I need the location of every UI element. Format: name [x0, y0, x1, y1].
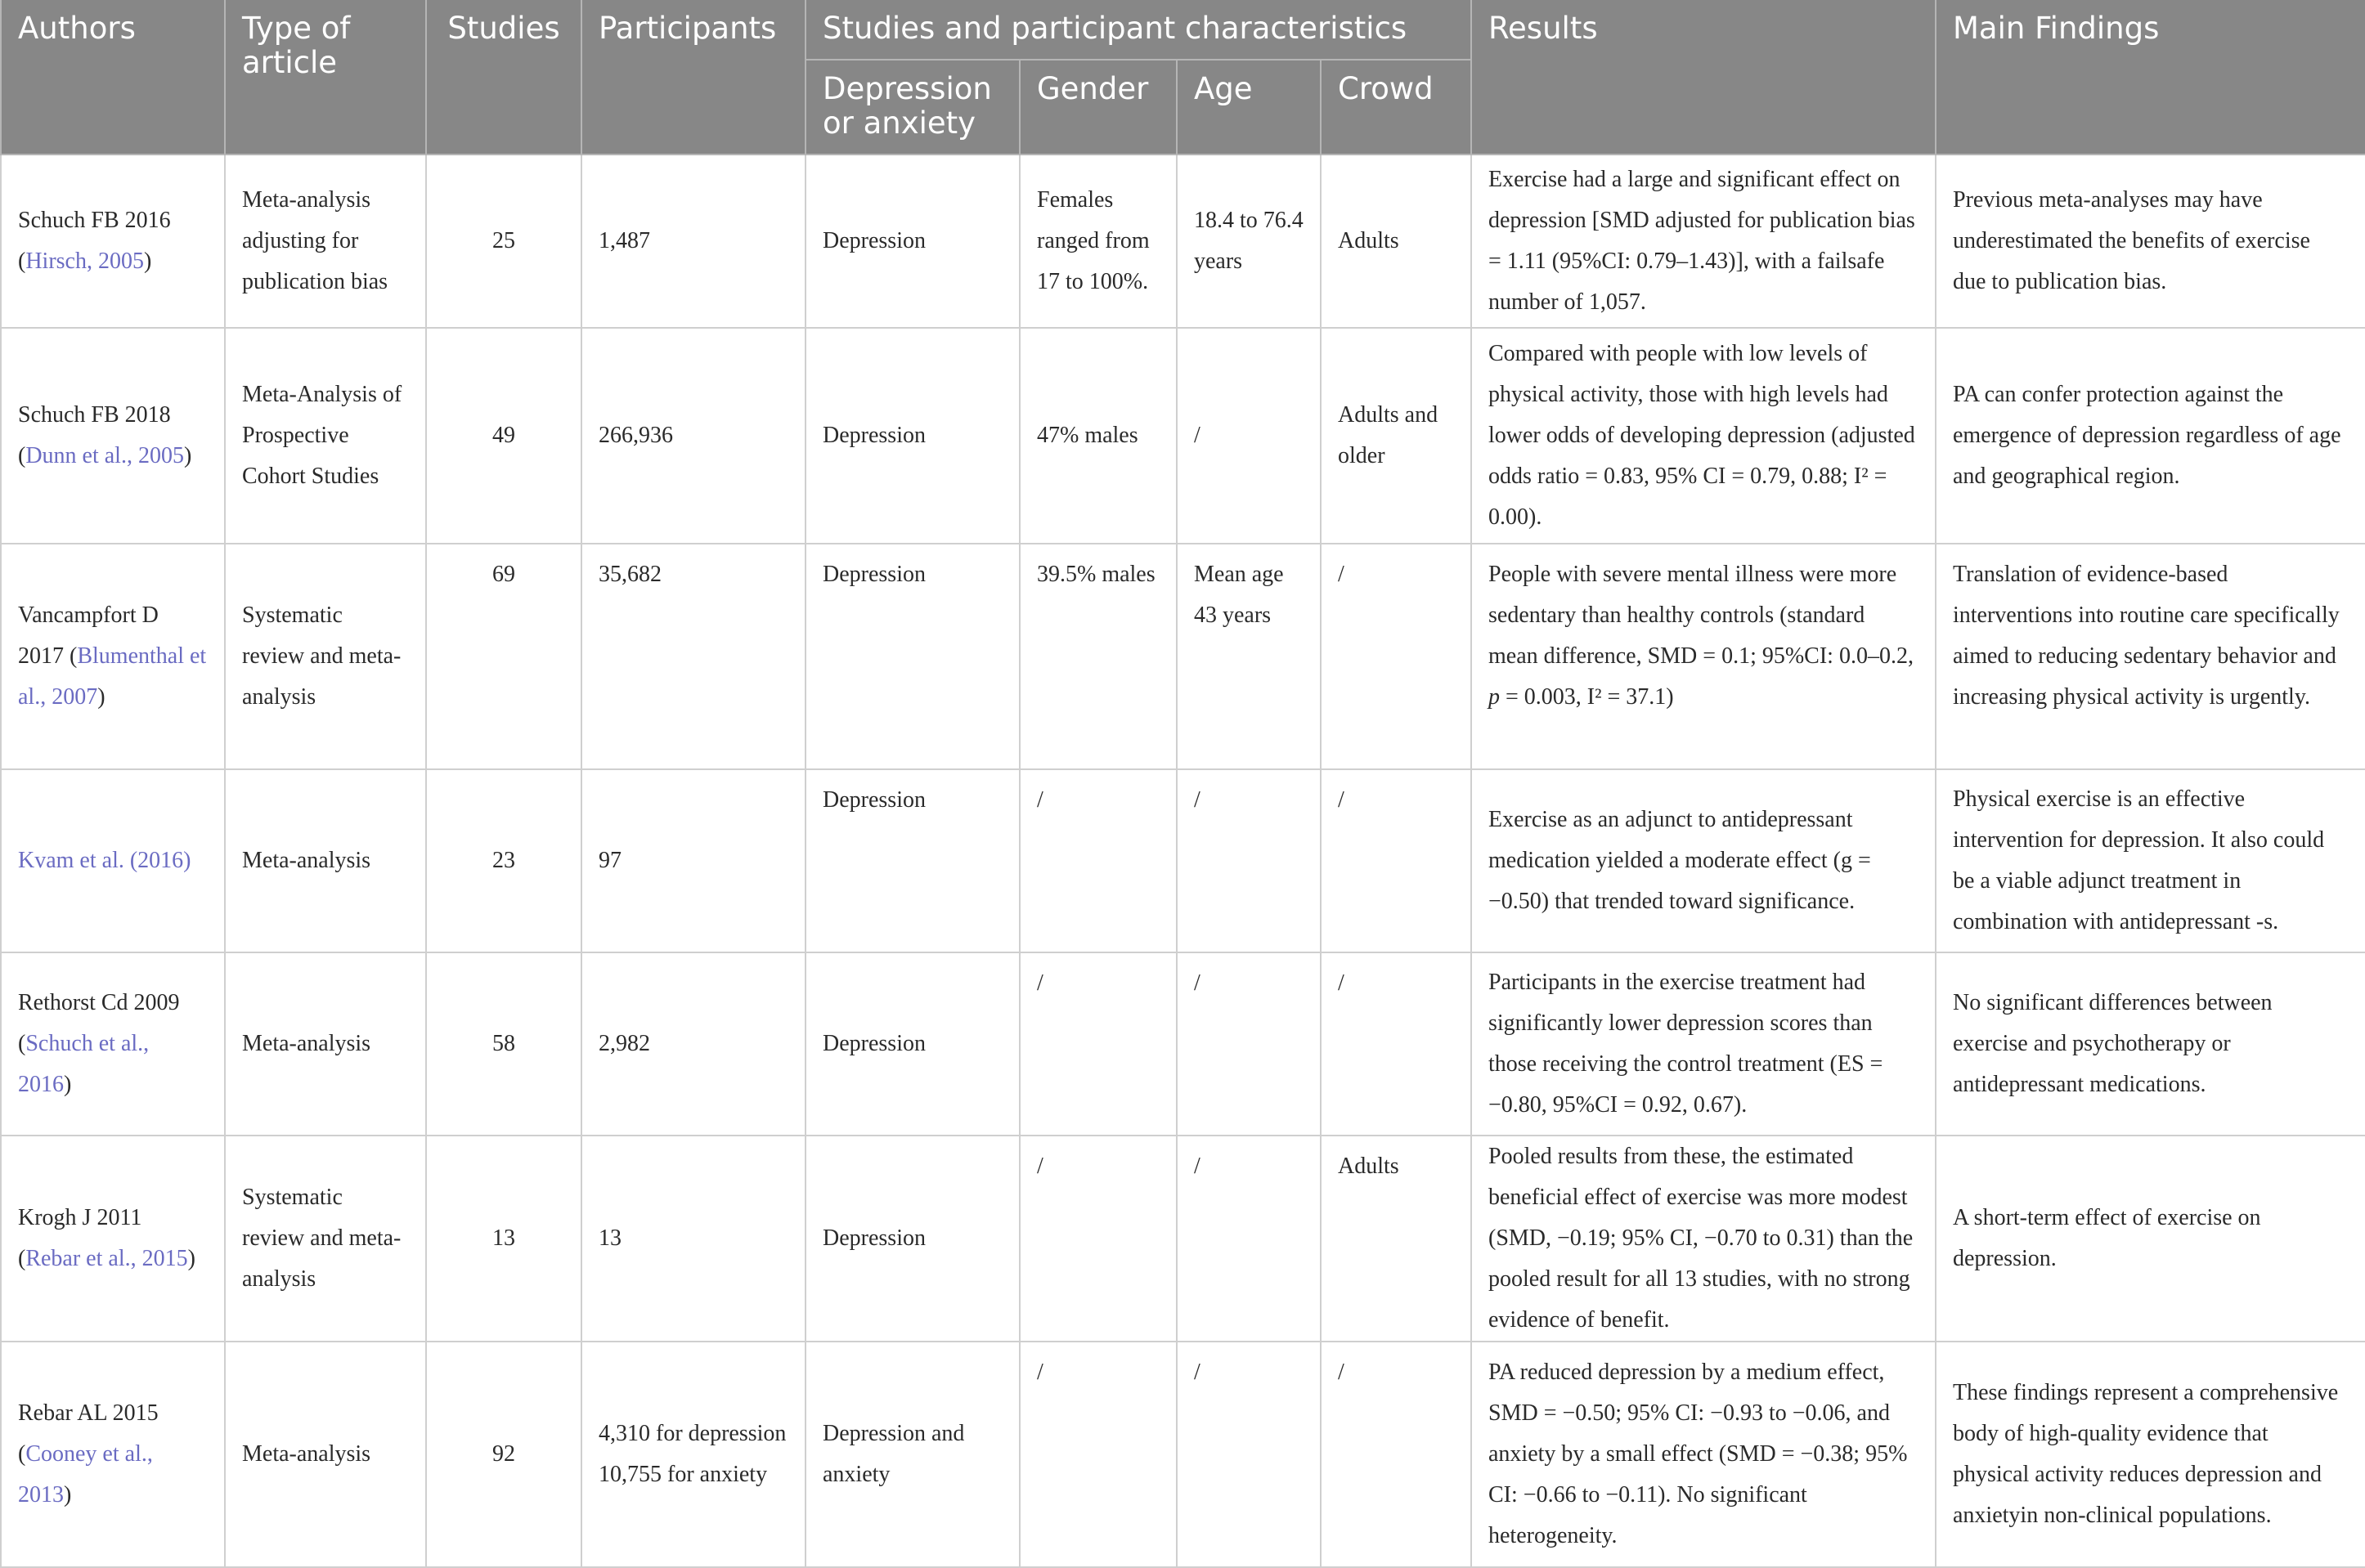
- author-cell: Schuch FB 2016 (Hirsch, 2005): [1, 155, 225, 328]
- author-name: Rebar AL 2015: [18, 1400, 159, 1426]
- header-depression-or-anxiety: Depression or anxiety: [806, 60, 1020, 155]
- author-cell: Vancampfort D 2017 (Blumenthal et al., 2007): [1, 544, 225, 769]
- results-text-a: People with severe mental illness were more sedentary than healthy controls (standard mean difference, SMD = 0.1; 95%CI: 0.0–0.2,: [1488, 562, 1914, 669]
- crowd-cell: /: [1321, 769, 1471, 952]
- findings-cell: PA can confer protection against the emergence of depression regardless of age and geographical region.: [1936, 328, 2365, 544]
- participants-cell: 4,310 for depression 10,755 for anxiety: [581, 1342, 806, 1567]
- author-cell: Rethorst Cd 2009 (Schuch et al., 2016): [1, 952, 225, 1136]
- participants-cell: 35,682: [581, 544, 806, 769]
- results-text-b: = 0.003, I² = 37.1): [1500, 684, 1674, 710]
- findings-cell: Previous meta-analyses may have underestimated the benefits of exercise due to publication bias.: [1936, 155, 2365, 328]
- citation-link[interactable]: Hirsch, 2005: [25, 249, 144, 274]
- findings-cell: No significant differences between exercise and psychotherapy or antidepressant medications.: [1936, 952, 2365, 1136]
- age-cell: Mean age 43 years: [1177, 544, 1321, 769]
- studies-cell: 13: [426, 1136, 581, 1342]
- gender-cell: /: [1020, 952, 1177, 1136]
- age-cell: /: [1177, 952, 1321, 1136]
- studies-cell: 25: [426, 155, 581, 328]
- gender-cell: /: [1020, 1342, 1177, 1567]
- crowd-cell: Adults: [1321, 1136, 1471, 1342]
- citation-link[interactable]: Rebar et al., 2015: [25, 1246, 188, 1271]
- participants-cell: 97: [581, 769, 806, 952]
- author-cell: Schuch FB 2018 (Dunn et al., 2005): [1, 328, 225, 544]
- condition-cell: Depression: [806, 952, 1020, 1136]
- header-row: [1, 0, 2365, 60]
- condition-cell: Depression: [806, 769, 1020, 952]
- studies-cell: 92: [426, 1342, 581, 1567]
- condition-cell: Depression and anxiety: [806, 1342, 1020, 1567]
- studies-cell: 69: [426, 544, 581, 769]
- header-gender: Gender: [1020, 60, 1177, 155]
- findings-cell: Translation of evidence-based interventions into routine care specifically aimed to reducing sedentary behavior and increasing physical activity is urgently.: [1936, 544, 2365, 769]
- header-authors: Authors: [1, 0, 225, 155]
- citation-link[interactable]: Blumenthal et al., 2007: [18, 643, 207, 710]
- participants-cell: 266,936: [581, 328, 806, 544]
- age-cell: /: [1177, 1342, 1321, 1567]
- findings-cell: These findings represent a comprehensive body of high-quality evidence that physical activity reduces depression and anxietyin non-clinical populations.: [1936, 1342, 2365, 1567]
- condition-cell: Depression: [806, 155, 1020, 328]
- participants-cell: 2,982: [581, 952, 806, 1136]
- studies-cell: 58: [426, 952, 581, 1136]
- results-cell: Exercise had a large and significant effect on depression [SMD adjusted for publication bias = 1.11 (95%CI: 0.79–1.43)], with a failsafe number of 1,057.: [1471, 155, 1936, 328]
- results-cell: PA reduced depression by a medium effect, SMD = −0.50; 95% CI: −0.93 to −0.06, and anxiety by a small effect (SMD = −0.38; 95% CI: −0.66 to −0.11). No significant heterogeneity.: [1471, 1342, 1936, 1567]
- condition-cell: Depression: [806, 544, 1020, 769]
- findings-cell: Physical exercise is an effective intervention for depression. It also could be a viable adjunct treatment in combination with antidepressant -s.: [1936, 769, 2365, 952]
- results-cell: Exercise as an adjunct to antidepressant medication yielded a moderate effect (g = −0.50) that trended toward significance.: [1471, 769, 1936, 952]
- crowd-cell: Adults: [1321, 155, 1471, 328]
- header-results: Results: [1471, 0, 1936, 155]
- age-cell: /: [1177, 1136, 1321, 1342]
- header-studies: Studies: [426, 0, 581, 155]
- table-row: [1, 328, 2365, 544]
- author-name: Schuch FB 2016: [18, 208, 171, 233]
- results-p-symbol: p: [1488, 684, 1500, 710]
- results-cell: Participants in the exercise treatment had significantly lower depression scores than those receiving the control treatment (ES = −0.80, 95%CI = 0.92, 0.67).: [1471, 952, 1936, 1136]
- author-name: Vancampfort D 2017: [18, 603, 159, 669]
- condition-cell: Depression: [806, 328, 1020, 544]
- type-cell: Meta-analysis: [225, 769, 426, 952]
- header-characteristics: Studies and participant characteristics: [806, 0, 1471, 60]
- citation-link[interactable]: Cooney et al., 2013: [18, 1441, 153, 1508]
- results-cell: Pooled results from these, the estimated beneficial effect of exercise was more modest (SMD, −0.19; 95% CI, −0.70 to 0.31) than the pooled result for all 13 studies, with no strong evidence of benefit.: [1471, 1136, 1936, 1342]
- crowd-cell: /: [1321, 952, 1471, 1136]
- table-row: [1, 1342, 2365, 1567]
- age-cell: /: [1177, 769, 1321, 952]
- table-row: [1, 544, 2365, 769]
- table-row: [1, 769, 2365, 952]
- table-row: [1, 1136, 2365, 1342]
- age-cell: /: [1177, 328, 1321, 544]
- author-name: Rethorst Cd 2009: [18, 990, 180, 1015]
- results-cell: [1471, 544, 1936, 769]
- gender-cell: /: [1020, 1136, 1177, 1342]
- gender-cell: 47% males: [1020, 328, 1177, 544]
- gender-cell: Females ranged from 17 to 100%.: [1020, 155, 1177, 328]
- condition-cell: Depression: [806, 1136, 1020, 1342]
- results-cell: Compared with people with low levels of physical activity, those with high levels had lower odds of developing depression (adjusted odds ratio = 0.83, 95% CI = 0.79, 0.88; I² = 0.00).: [1471, 328, 1936, 544]
- crowd-cell: /: [1321, 544, 1471, 769]
- author-cell: Rebar AL 2015 (Cooney et al., 2013): [1, 1342, 225, 1567]
- type-cell: Systematic review and meta-analysis: [225, 544, 426, 769]
- gender-cell: 39.5% males: [1020, 544, 1177, 769]
- table-row: [1, 952, 2365, 1136]
- type-cell: Meta-Analysis of Prospective Cohort Studies: [225, 328, 426, 544]
- crowd-cell: Adults and older: [1321, 328, 1471, 544]
- type-cell: Meta-analysis adjusting for publication bias: [225, 155, 426, 328]
- type-cell: Systematic review and meta-analysis: [225, 1136, 426, 1342]
- citation-link[interactable]: Schuch et al., 2016: [18, 1031, 150, 1097]
- participants-cell: 13: [581, 1136, 806, 1342]
- type-cell: Meta-analysis: [225, 1342, 426, 1567]
- type-cell: Meta-analysis: [225, 952, 426, 1136]
- table-row: [1, 155, 2365, 328]
- author-name: Krogh J 2011: [18, 1205, 142, 1230]
- header-type-of-article: Type of article: [225, 0, 426, 155]
- gender-cell: /: [1020, 769, 1177, 952]
- header-age: Age: [1177, 60, 1321, 155]
- header-main-findings: Main Findings: [1936, 0, 2365, 155]
- crowd-cell: /: [1321, 1342, 1471, 1567]
- citation-link[interactable]: Dunn et al., 2005: [25, 443, 184, 468]
- findings-cell: A short-term effect of exercise on depression.: [1936, 1136, 2365, 1342]
- header-participants: Participants: [581, 0, 806, 155]
- author-cell: Krogh J 2011 (Rebar et al., 2015): [1, 1136, 225, 1342]
- header-crowd: Crowd: [1321, 60, 1471, 155]
- studies-cell: 23: [426, 769, 581, 952]
- participants-cell: 1,487: [581, 155, 806, 328]
- citation-link[interactable]: Kvam et al. (2016): [18, 848, 191, 873]
- author-name: Schuch FB 2018: [18, 402, 171, 428]
- author-cell: [1, 769, 225, 952]
- age-cell: 18.4 to 76.4 years: [1177, 155, 1321, 328]
- studies-cell: 49: [426, 328, 581, 544]
